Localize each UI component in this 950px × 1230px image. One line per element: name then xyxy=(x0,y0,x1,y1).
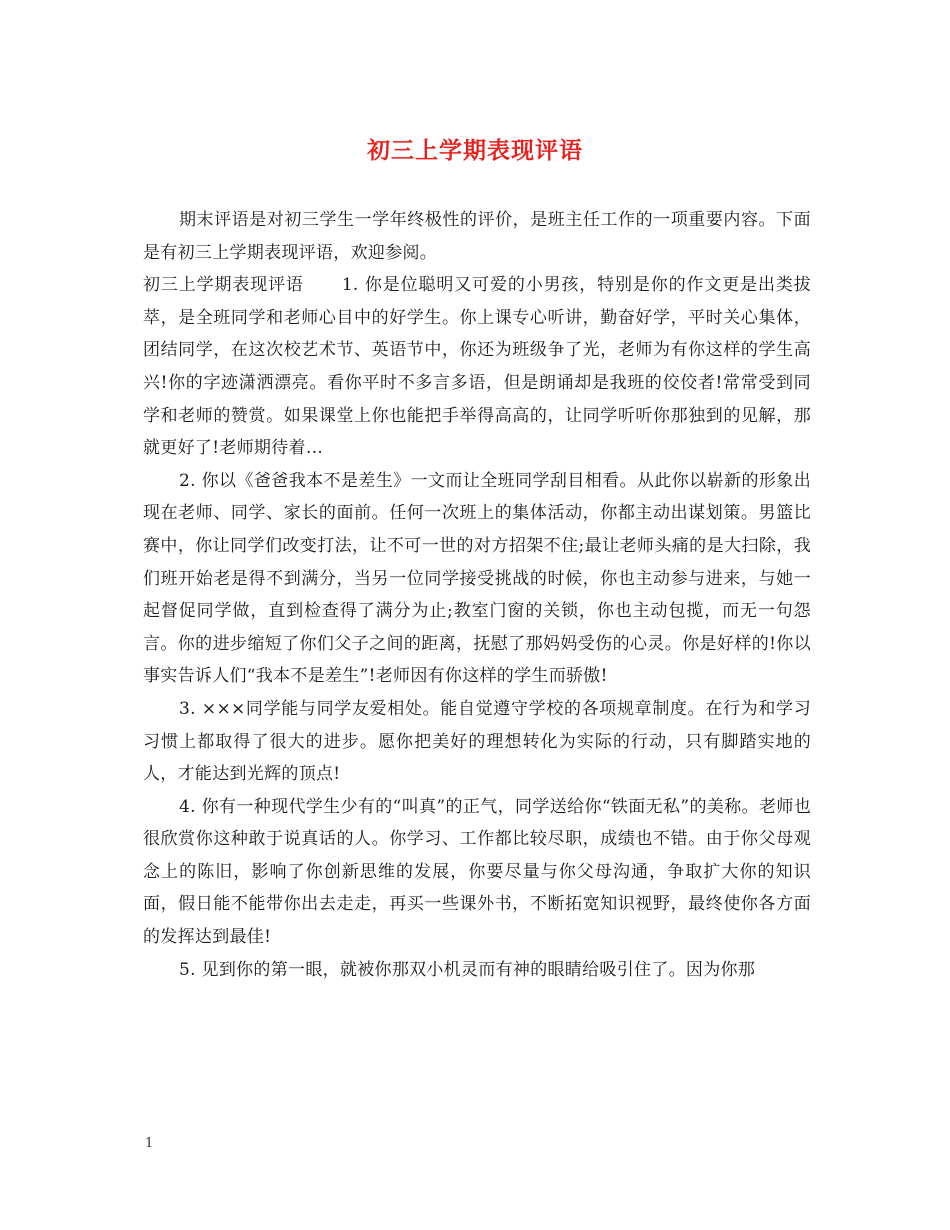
comment-paragraph-4: 4. 你有一种现代学生少有的“叫真”的正气，同学送给你“铁面无私”的美称。老师也很欣赏你这种敢于说真话的人。你学习、工作都比较尽职，成绩也不错。由于你父母观念上的陈旧，影响了你创新思维的发展，你要尽量与你父母沟通，争取扩大你的知识面，假日能不能带你出去走走，再买一些课外书，不断拓宽知识视野，最终使你各方面的发挥达到最佳! xyxy=(143,796,811,948)
document-title: 初三上学期表现评语 xyxy=(367,137,583,164)
comment-paragraph-2: 2. 你以《爸爸我本不是差生》一文而让全班同学刮目相看。从此你以崭新的形象出现在老师、同学、家长的面前。任何一次班上的集体活动，你都主动出谋划策。男篮比赛中，你让同学们改变打法，让不可一世的对方招架不住;最让老师头痛的是大扫除，我们班开始老是得不到满分，当另一位同学接受挑战的时候，你也主动参与进来，与她一起督促同学做，直到检查得了满分为止;教室门窗的关锁，你也主动包揽，而无一句怨言。你的进步缩短了你们父子之间的距离，抚慰了那妈妈受伤的心灵。你是好样的!你以事实告诉人们“我本不是差生”!老师因有你这样的学生而骄傲! xyxy=(143,470,811,687)
comment-paragraph-3: 3. ×××同学能与同学友爱相处。能自觉遵守学校的各项规章制度。在行为和学习习惯上都取得了很大的进步。愿你把美好的理想转化为实际的行动，只有脚踏实地的人，才能达到光辉的顶点! xyxy=(143,698,811,785)
section-heading: 初三上学期表现评语 xyxy=(143,275,304,296)
document-body xyxy=(143,204,811,986)
comment-1-text: 1. 你是位聪明又可爱的小男孩，特别是你的作文更是出类拔萃，是全班同学和老师心目中的好学生。你上课专心听讲，勤奋好学，平时关心集体，团结同学，在这次校艺术节、英语节中，你还为班级争了光，老师为有你这样的学生高兴!你的字迹潇洒漂亮。看你平时不多言多语，但是朗诵却是我班的佼佼者!常常受到同学和老师的赞赏。如果课堂上你也能把手举得高高的，让同学听听你那独到的见解，那就更好了!老师期待着… xyxy=(143,275,812,459)
page-number: 1 xyxy=(145,1136,154,1151)
comment-paragraph-5: 5. 见到你的第一眼，就被你那双小机灵而有神的眼睛给吸引住了。因为你那 xyxy=(179,959,756,980)
intro-paragraph: 期末评语是对初三学生一学年终极性的评价，是班主任工作的一项重要内容。下面是有初三上学期表现评语，欢迎参阅。 xyxy=(143,210,811,263)
comment-paragraph-1 xyxy=(143,269,811,465)
